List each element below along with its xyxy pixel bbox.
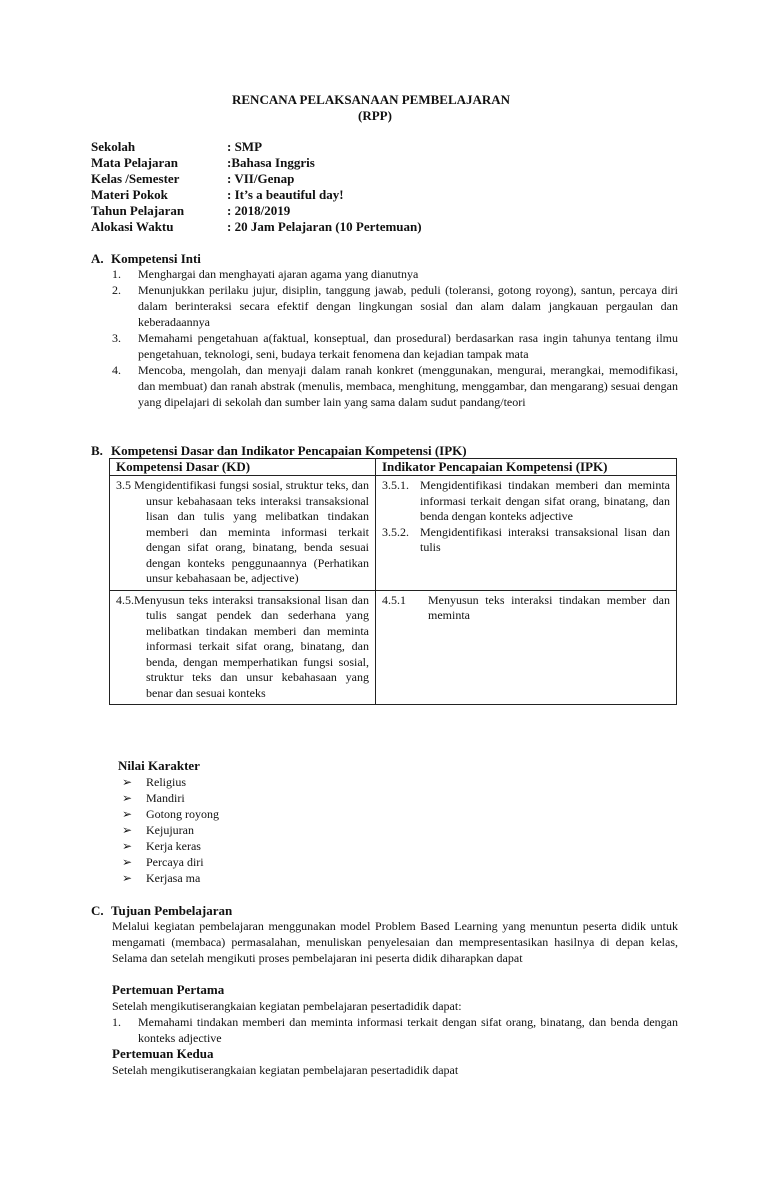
arrow-bullet-icon: ➢ [122,775,133,789]
list-item: 2. Menunjukkan perilaku jujur, disiplin, tanggung jawab, peduli (toleransi, gotong royong), santun, percaya diri dalam berinteraksi secara efektif dengan lingkungan sosial dan alam dalam jangkauan pergaulan dan keberadaannya [112,283,678,329]
arrow-bullet-icon: ➢ [122,871,133,885]
table-header-row [110,459,677,476]
list-item: 1. Menghargai dan menghayati ajaran agama yang dianutnya [112,267,419,281]
ipk-item: 3.5.2. Mengidentifikasi interaksi transaksional lisan dan tulis [382,524,670,554]
arrow-bullet-icon: ➢ [122,839,133,853]
info-row: Kelas /Semester : VII/Genap [91,171,295,186]
pertemuan-kedua-heading: Pertemuan Kedua [112,1046,214,1061]
list-item: ➢ Kejujuran [122,823,194,837]
list-item: ➢ Mandiri [122,791,185,805]
nilai-karakter-list [122,774,219,886]
pertemuan-pertama-heading: Pertemuan Pertama [112,982,225,997]
section-c-heading: C. Tujuan Pembelajaran [91,903,233,918]
tujuan-intro: Melalui kegiatan pembelajaran menggunakan model Problem Based Learning yang menuntun peserta didik untuk mengamati (membaca) permasalahan, menuliskan penyelesaian dan mempresentasikan hasilnya di depan kelas, Selama dan setelah mengikuti proses pembelajaran ini peserta didik diharapkan dapat [112,919,678,965]
ipk-cell [376,590,677,705]
info-row: Materi Pokok : It’s a beautiful day! [91,187,344,202]
list-item: ➢ Kerjasa ma [122,871,201,885]
info-row: Tahun Pelajaran : 2018/2019 [91,203,291,218]
info-row: Mata Pelajaran :Bahasa Inggris [91,155,315,170]
pertemuan-kedua-text: Setelah mengikutiserangkaian kegiatan pembelajaran pesertadidik dapat [112,1063,459,1077]
kd-ipk-table [109,458,677,705]
kd-cell [110,476,376,591]
pertemuan-pertama-text: Setelah mengikutiserangkaian kegiatan pembelajaran pesertadidik dapat: [112,999,462,1013]
identity-block [91,139,422,235]
kd-item: 3.5 Mengidentifikasi fungsi sosial, struktur teks, dan unsur kebahasaan teks interaksi transaksional lisan dan tulis yang melibatkan tindakan memberi dan meminta informasi terkait dengan sifat orang, binatang, benda sesuai dengan konteks penggunaannya (Perhatikan unsur kebahasaan be, adjective) [116,478,370,585]
ipk-item: 4.5.1 Menyusun teks interaksi tindakan member dan meminta [382,592,670,622]
arrow-bullet-icon: ➢ [122,791,133,805]
list-item: ➢ Religius [122,775,187,789]
col-ipk-header: Indikator Pencapaian Kompetensi (IPK) [376,459,677,476]
list-item: ➢ Gotong royong [122,807,219,821]
kd-item: 4.5.Menyusun teks interaksi transaksional lisan dan tulis sangat pendek dan sederhana yang melibatkan tindakan memberi dan meminta informasi terkait sifat orang, binatang, dan benda, dengan memperhatikan fungsi sosial, struktur teks dan unsur kebahasaan yang benar dan sesuai konteks [116,592,369,700]
list-item: 4. Mencoba, mengolah, dan menyaji dalam ranah konkret (menggunakan, mengurai, merangkai, memodifikasi, dan membuat) dan ranah abstrak (menulis, membaca, menghitung, menggambar, dan mengarang) sesuai dengan yang dipelajari di sekolah dan sumber lain yang sama dalam sudut pandang/teori [112,363,678,409]
table-row [110,590,677,705]
col-kd-header: Kompetensi Dasar (KD) [110,459,376,476]
list-item: 3. Memahami pengetahuan a(faktual, konseptual, dan prosedural) berdasarkan rasa ingin tahunya tentang ilmu pengetahuan, teknologi, seni, budaya terkait fenomena dan kejadian tampak mata [112,331,678,361]
list-item: ➢ Percaya diri [122,855,204,869]
list-item: 1. Memahami tindakan memberi dan meminta informasi terkait dengan sifat orang, binatang, dan benda dengan konteks adjective [112,1015,678,1045]
kompetensi-inti-list [112,266,678,410]
arrow-bullet-icon: ➢ [122,855,133,869]
section-a-heading: A. Kompetensi Inti [91,251,201,266]
info-row: Alokasi Waktu : 20 Jam Pelajaran (10 Pertemuan) [91,219,422,234]
table-row [110,476,677,591]
ipk-item: 3.5.1. Mengidentifikasi tindakan memberi dan meminta informasi terkait dengan sifat orang, binatang, dan benda dengan konteks adjective [382,478,670,523]
arrow-bullet-icon: ➢ [122,807,133,821]
pertemuan-pertama-list [112,1014,678,1046]
list-item: ➢ Kerja keras [122,839,201,853]
section-b-heading: B. Kompetensi Dasar dan Indikator Pencapaian Kompetensi (IPK) [91,443,467,458]
document-page: RENCANA PELAKSANAAN PEMBELAJARAN (RPP) Sekolah : SMP Mata Pelajaran :Bahasa Inggris Kelas /Semester : VII/Genap Materi Pokok : It’s a beautiful day! Tahun Pelajaran : 2018/2019 Alokasi Waktu : 20 Jam Pelajaran (10 Pertemuan) A. Kompetensi Inti 1. Menghargai dan menghayati ajaran agama yang dianutnya 2. Menunjukkan perilaku jujur, disiplin, tanggung jawab, peduli (toleransi, gotong royong), santun, percaya diri dalam berinteraksi secara efektif dengan lingkungan sosial dan alam dalam jangkauan pergaulan dan keberadaannya 3. Memahami pengetahuan a(faktual, konseptual, dan prosedural) berdasarkan rasa ingin tahunya tentang ilmu pengetahuan, teknologi, seni, budaya terkait fenomena dan kejadian tampak mata 4. Mencoba, mengolah, dan menyaji dalam ranah konkret (menggunakan, mengurai, merangkai, memodifikasi, dan membuat) dan ranah abstrak (menulis, membaca, menghitung, menggambar, dan mengarang) sesuai dengan yang dipelajari di sekolah dan sumber lain yang sama dalam sudut pandang/teori B. Kompetensi Dasar dan Indikator Pencapaian Kompetensi (IPK) Kompetensi Dasar (KD) Indikator Pencapaian Kompetensi (IPK) 3.5 Mengidentifikasi fungsi sosial, struktur teks, dan unsur kebahasaan teks interaksi transaksional lisan dan tulis yang melibatkan tindakan memberi dan meminta informasi terkait dengan sifat orang, binatang, benda sesuai dengan konteks penggunaannya (Perhatikan unsur kebahasaan be, adjective) 3.5.1. Mengidentifikasi tindakan memberi dan meminta informasi terkait dengan sifat orang, binatang, dan benda dengan konteks adjective 3.5.2. Mengidentifikasi interaksi transaksional lisan dan tulis 4.5.Menyusun teks interaksi transaksional lisan dan tulis sangat pendek dan sederhana yang melibatkan tindakan memberi dan meminta informasi terkait sifat orang, binatang, dan benda, dengan memperhatikan fungsi sosial, struktur teks dan unsur kebahasaan yang benar dan sesuai konteks 4.5.1 Menyusun teks interaksi tindakan member dan meminta Nilai Karakter ➢ Religius ➢ Mandiri ➢ Gotong royong ➢ Kejujuran ➢ Kerja keras ➢ Percaya diri ➢ Kerjasa ma C. Tujuan Pembelajaran Melalui kegiatan pembelajaran menggunakan model Problem Based Learning yang menuntun peserta didik untuk mengamati (membaca) permasalahan, menuliskan penyelesaian dan mempresentasikan hasilnya di depan kelas, Selama dan setelah mengikuti proses pembelajaran ini peserta didik diharapkan dapat Pertemuan Pertama Setelah mengikutiserangkaian kegiatan pembelajaran pesertadidik dapat: 1. Memahami tindakan memberi dan meminta informasi terkait dengan sifat orang, binatang, dan benda dengan konteks adjective Pertemuan Kedua Setelah mengikutiserangkaian kegiatan pembelajaran pesertadidik dapat [91,92,678,1077]
info-row: Sekolah : SMP [91,139,263,154]
ipk-cell [376,476,677,591]
arrow-bullet-icon: ➢ [122,823,133,837]
kd-cell [110,590,376,705]
nilai-karakter-heading: Nilai Karakter [118,758,200,773]
